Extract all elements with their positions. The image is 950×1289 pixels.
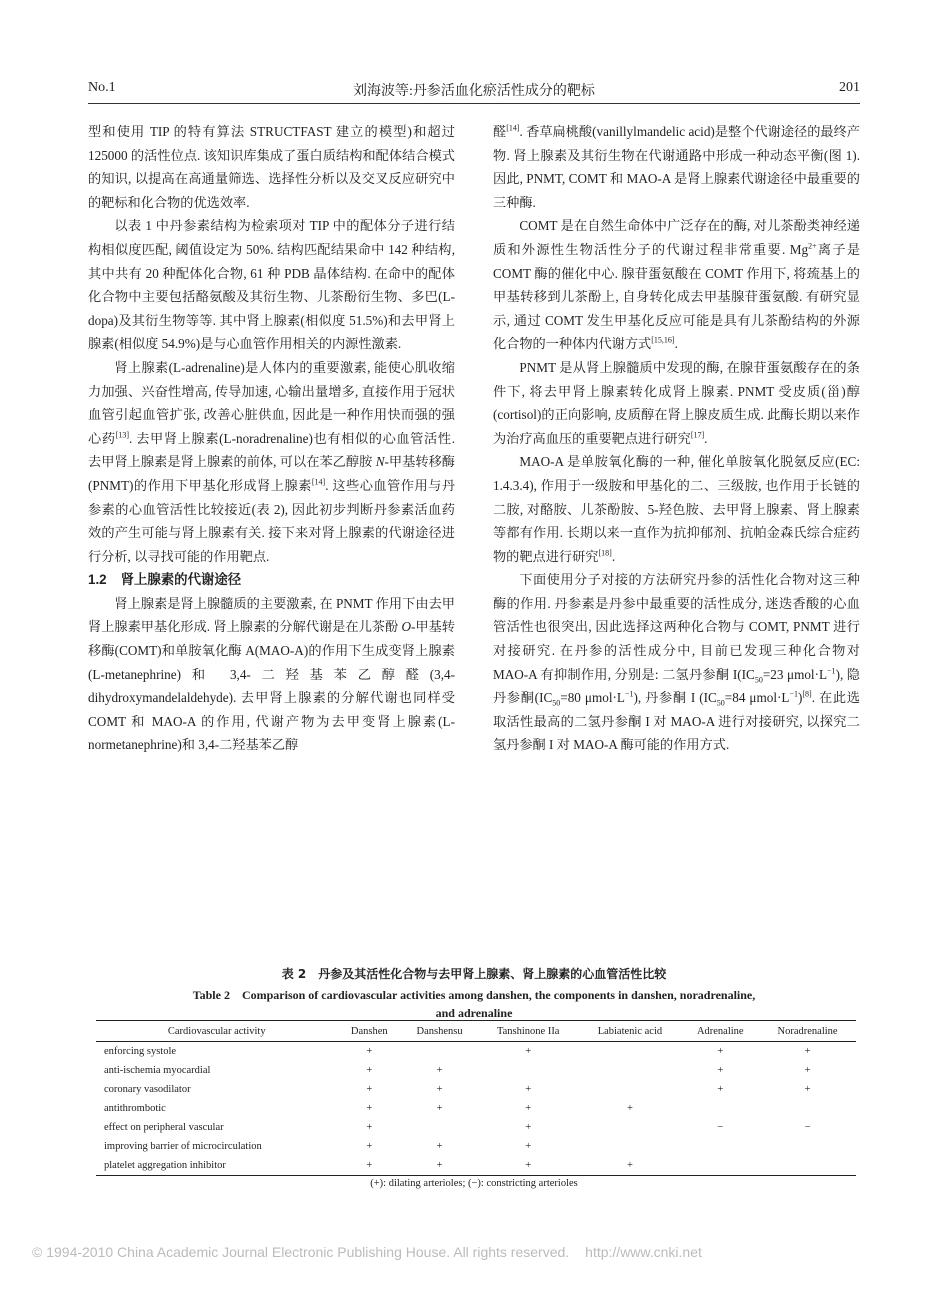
table-cell: + [436, 1065, 443, 1076]
table-cell: + [804, 1084, 811, 1095]
table-caption-zh: 表 2 丹参及其活性化合物与去甲肾上腺素、肾上腺素的心血管活性比较 [281, 967, 667, 981]
table-cell: − [717, 1122, 724, 1133]
table-cell [401, 1118, 478, 1137]
paragraph: 醛[14]. 香草扁桃酸(vanillylmandelic acid)是整个代谢途径的最终产物. 肾上腺素及其衍生物在代谢通路中形成一种动态平衡(图 1). 因此, PNMT, COMT 和 MAO-A 是肾上腺素代谢途径中最重要的三种酶. [493, 123, 860, 210]
table-row [96, 1080, 856, 1099]
table-cell [759, 1156, 856, 1176]
header-rule [88, 103, 860, 104]
column-header: Noradrenaline [759, 1021, 856, 1042]
citation: [14] [311, 477, 326, 487]
table-cell: + [366, 1103, 373, 1114]
table-cell: + [626, 1103, 633, 1114]
table-cell: + [804, 1046, 811, 1057]
table-cell: + [717, 1084, 724, 1095]
table-cell: + [525, 1084, 532, 1095]
table-cell [578, 1118, 681, 1137]
activity-cell: platelet aggregation inhibitor [96, 1156, 337, 1176]
paragraph: 下面使用分子对接的方法研究丹参的活性化合物对这三种酶的作用. 丹参素是丹参中最重要的活性成分, 迷迭香酸的心血管活性也很突出, 因此选择这两种化合物与 COMT, PNMT 进行对接研究. 在丹参的活性成分中, 目前已发现三种化合物对 MAO-A 有抑制作用, 分别是: 二氢丹参酮 $I(IC_{50}=23$ $\mu mol\cdot L^{-1}$), 隐丹参酮($IC_{50}=80$ $\mu mol\cdot L^{-1}$), 丹参酮 I ($IC_{50}=84$ $\mu mol\cdot L^{-1})[8]$. 在此选取活性最高的二氢丹参酮 I 对 MAO-A 进行对接研究, 以探究二氢丹参酮 I 对 MAO-A 酶可能的作用方式. [493, 572, 860, 753]
column-header: Adrenaline [681, 1021, 759, 1042]
left-column [88, 120, 455, 757]
citation: [18] [598, 548, 612, 558]
table-row [96, 1042, 856, 1062]
table-cell: + [478, 1156, 578, 1176]
section-heading: 1.2 肾上腺素的代谢途径 [88, 572, 242, 588]
table-header-row [96, 1021, 856, 1042]
table-cell: + [525, 1046, 532, 1057]
column-header: Tanshinone IIa [478, 1021, 578, 1042]
table-cell: − [804, 1122, 811, 1133]
table-cell [578, 1137, 681, 1156]
table-cell [578, 1061, 681, 1080]
table-cell: + [436, 1084, 443, 1095]
table-cell: + [366, 1065, 373, 1076]
activity-cell: enforcing systole [104, 1046, 177, 1057]
table-cell [578, 1080, 681, 1099]
issue-number: No.1 [88, 80, 116, 95]
cnki-link[interactable]: http://www.cnki.net [585, 1244, 702, 1260]
table-row [96, 1137, 856, 1156]
column-header: Labiatenic acid [578, 1021, 681, 1042]
activity-cell: coronary vasodilator [104, 1084, 191, 1095]
table-row [96, 1156, 856, 1176]
paragraph: 肾上腺素是肾上腺髓质的主要激素, 在 PNMT 作用下由去甲肾上腺素甲基化形成. 肾上腺素的分解代谢是在儿茶酚 O-甲基转移酶(COMT)和单胺氧化酶 A(MAO-A)的作用下生成变肾上腺素(L-metanephrine)和 3,4-二羟基苯乙醇醛(3,4-dihydroxymandelaldehyde). 去甲肾上腺素的分解代谢也同样受 COMT 和 MAO-A 的作用, 代谢产物为去甲变肾上腺素(L-normetanephrine)和 3,4-二羟基苯乙醇 [88, 595, 455, 753]
table-cell: + [717, 1065, 724, 1076]
citation: [8] [802, 689, 812, 699]
table-cell [681, 1099, 759, 1118]
paragraph: 肾上腺素(L-adrenaline)是人体内的重要激素, 能使心肌收缩力加强、兴奋性增高, 传导加速, 心输出量增多, 直接作用于冠状血管引起血管扩张, 改善心脏供血, 因此是一种作用快而强的强心药[13]. 去甲肾上腺素(L-noradrenaline)也有相似的心血管活性. 去甲肾上腺素是肾上腺素的前体, 可以在苯乙醇胺 N-甲基转移酶(PNMT)的作用下甲基化形成肾上腺素[14]. 这些心血管作用与丹参素的心血管活性比较接近(表 2), 因此初步判断丹参素活血药效的产生可能与肾上腺素有关. 接下来对肾上腺素的代谢途径进行分析, 以寻找可能的作用靶点. [88, 359, 456, 564]
table-cell [401, 1042, 478, 1062]
table-cell [478, 1061, 578, 1080]
citation: [17] [690, 430, 705, 440]
column-header: Danshensu [401, 1021, 478, 1042]
activity-cell: improving barrier of microcirculation [104, 1141, 262, 1152]
table-cell: + [436, 1103, 443, 1114]
table-cell: + [525, 1103, 532, 1114]
paragraph: PNMT 是从肾上腺髓质中发现的酶, 在腺苷蛋氨酸存在的条件下, 将去甲肾上腺素转化成肾上腺素. PNMT 受皮质(甾)醇(cortisol)的正向影响, 皮质醇在肾上腺皮质生成. 此酶长期以来作为治疗高血压的重要靶点进行研究[17]. [493, 359, 860, 446]
table-cell: + [401, 1156, 478, 1176]
table-row [96, 1099, 856, 1118]
table-caption-en: Table 2 Comparison of cardiovascular activities among danshen, the components in danshen, noradrenaline, and adrenaline [192, 988, 756, 1020]
table-row [96, 1118, 856, 1137]
table-cell: + [366, 1046, 373, 1057]
table-cell: + [717, 1046, 724, 1057]
column-header: Danshen [337, 1021, 401, 1042]
activity-cell: antithrombotic [104, 1103, 166, 1114]
citation: [13] [115, 430, 129, 440]
table-cell: + [525, 1122, 532, 1133]
paragraph: 型和使用 TIP 的特有算法 STRUCTFAST 建立的模型)和超过 125000 的活性位点. 该知识库集成了蛋白质结构和配体结合模式的知识, 以提高在高通量筛选、选择性分析以及交叉反应研究中的靶标和化合物的优选效率. [88, 124, 455, 210]
paragraph: MAO-A 是单胺氧化酶的一种, 催化单胺氧化脱氨反应(EC: 1.4.3.4), 作用于一级胺和甲基化的二、三级胺, 也作用于长链的二胺, 对酪胺、儿茶酚胺、5-羟色胺、去甲肾上腺素、肾上腺素等都有作用. 长期以来一直作为抗抑郁剂、抗帕金森氏综合症药物的靶点进行研究[18]. [493, 454, 860, 564]
table-cell: + [366, 1122, 373, 1133]
table-cell: + [366, 1084, 373, 1095]
table-cell: + [337, 1156, 401, 1176]
citation: [15,16] [651, 335, 675, 345]
table-cell [759, 1137, 856, 1156]
activity-cell: effect on peripheral vascular [104, 1122, 224, 1133]
right-column [493, 120, 860, 757]
table-cell: + [525, 1141, 532, 1152]
table-cell [681, 1156, 759, 1176]
paragraph: COMT 是在自然生命体中广泛存在的酶, 对儿茶酚类神经递质和外源性生物活性分子的代谢过程非常重要. $Mg^{2+}$离子是 COMT 酶的催化中心. 腺苷蛋氨酸在 COMT 作用下, 将巯基上的甲基转移到儿茶酚上, 自身转化成去甲基腺苷蛋氨酸. 有研究显示, 通过 COMT 发生甲基化反应可能是具有儿茶酚结构的外源化合物的一种体内代谢方式[15,16]. [493, 218, 860, 352]
table-row [96, 1061, 856, 1080]
paragraph: 以表 1 中丹参素结构为检索项对 TIP 中的配体分子进行结构相似度匹配, 阈值设定为 50%. 结构匹配结果命中 142 种结构, 其中共有 20 种配体化合物, 61 种 PDB 晶体结构. 在命中的配体化合物中主要包括酪氨酸及其衍生物、儿茶酚衍生物、多巴(L-dopa)及其衍生物等等. 其中肾上腺素(相似度 51.5%)和去甲肾上腺素(相似度 54.9%)是与心血管作用相关的内源性激素. [88, 218, 455, 352]
page-number: 201 [839, 80, 860, 95]
activity-table [96, 1020, 856, 1176]
copyright-footer [32, 1244, 702, 1260]
table-cell: + [366, 1141, 373, 1152]
table-cell: + [804, 1065, 811, 1076]
citation: [14] [506, 123, 520, 133]
table-cell: + [578, 1156, 681, 1176]
running-title: 刘海波等:丹参活血化瘀活性成分的靶标 [353, 84, 595, 99]
table-cell [681, 1137, 759, 1156]
activity-cell: anti-ischemia myocardial [104, 1065, 211, 1076]
table-cell [759, 1099, 856, 1118]
copyright-text: © 1994-2010 China Academic Journal Electronic Publishing House. All rights reserved. [32, 1244, 570, 1260]
column-header: Cardiovascular activity [96, 1021, 337, 1042]
table-note: (+): dilating arterioles; (−): constricting arterioles [370, 1178, 578, 1189]
table-cell: + [436, 1141, 443, 1152]
table-cell [578, 1042, 681, 1062]
